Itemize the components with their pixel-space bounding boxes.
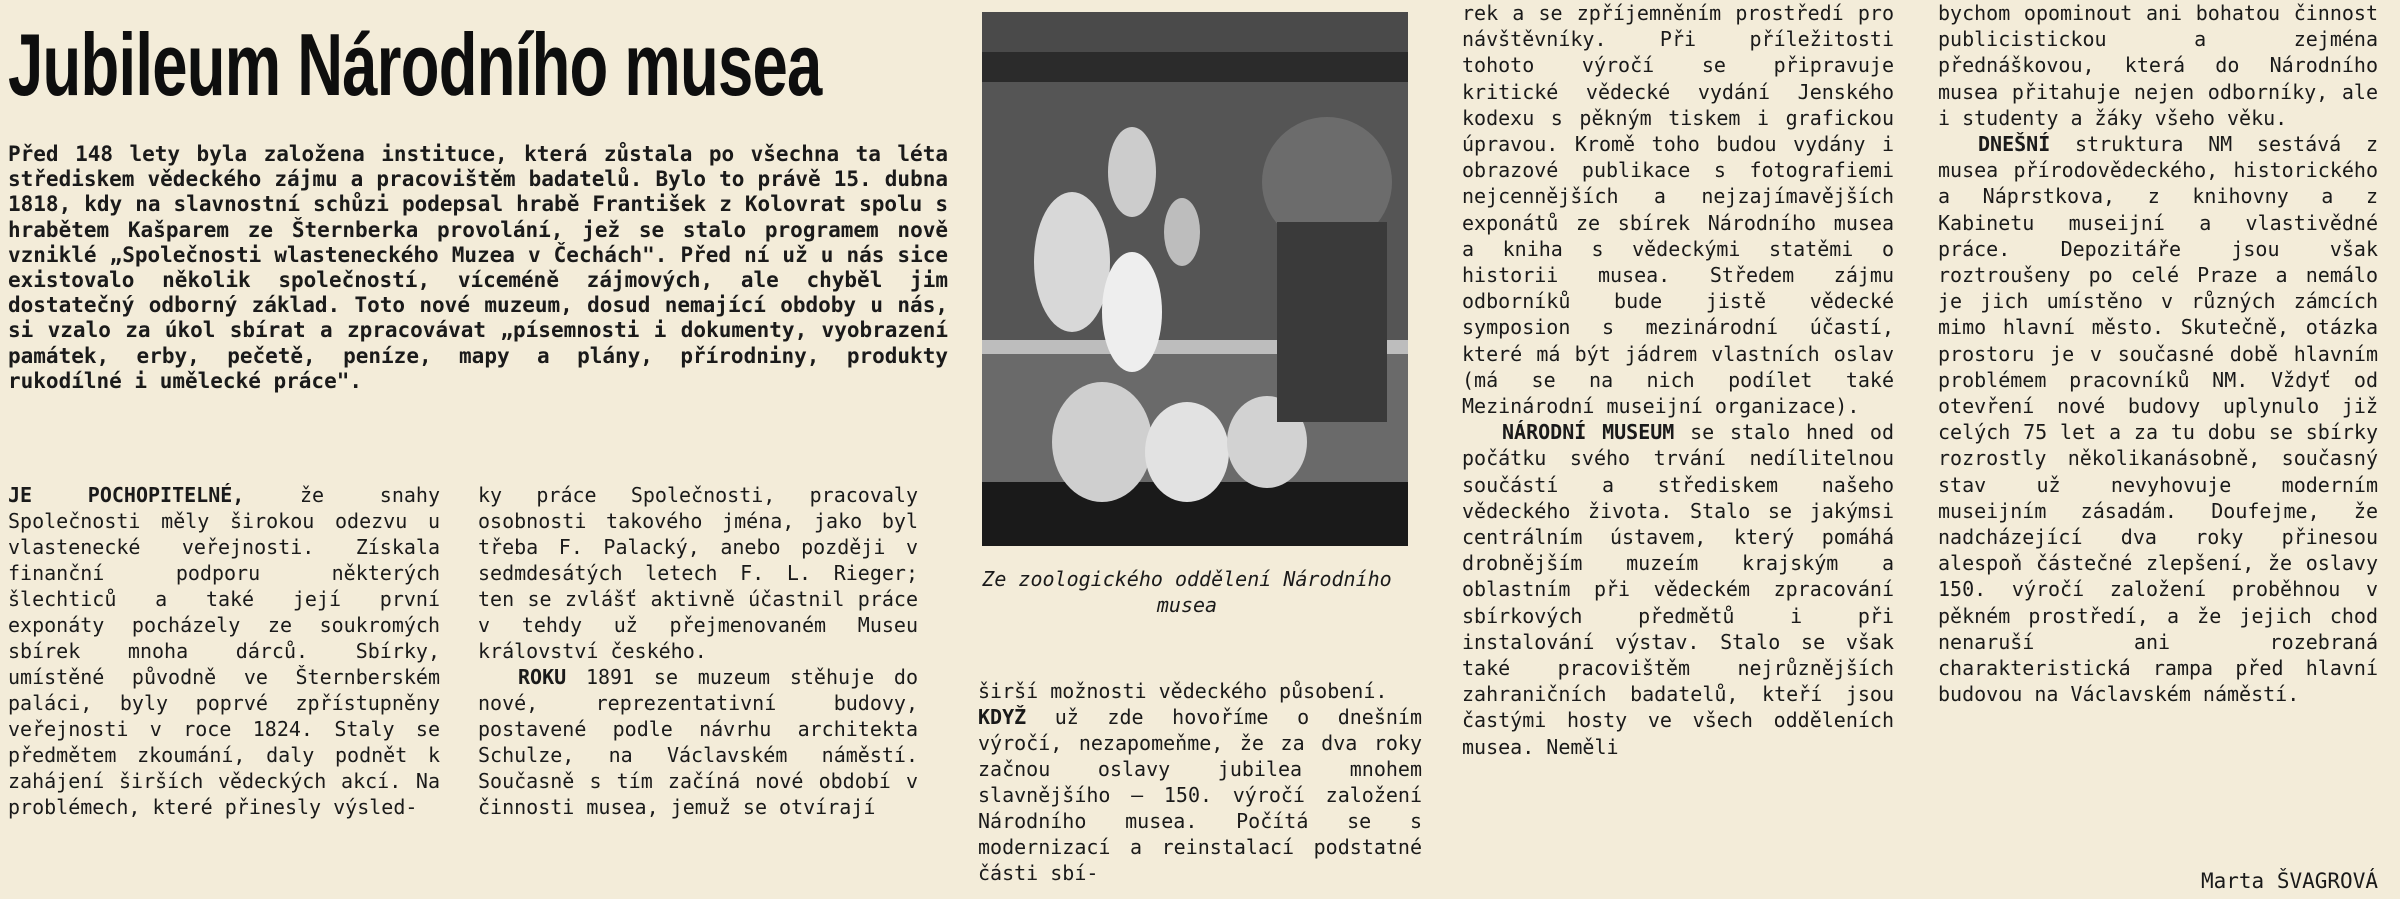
column-4 [1462,0,1894,760]
lead-in: DNEŠNÍ [1978,132,2051,157]
paragraph: bychom opominout ani bohatou činnost publicistickou a zejména přednáškovou, která do Národního musea přitahuje nejen odborníky, ale i studenty a žáky všeho věku. [1938,1,2378,130]
paragraph-body: už zde hovoříme o dnešním výročí, nezapomeňme, že za dva roky začnou oslavy jubilea mnohem slavnějšího — 150. výročí založení Národního musea. Počítá se s modernizací a reinstalací podstatné části sbí- [978,705,1422,885]
column-3 [978,678,1422,886]
paragraph: širší možnosti vědeckého působení. [978,679,1388,703]
paragraph [978,704,1422,886]
headline: Jubileum Národního musea [8,15,822,114]
column-1 [8,482,440,820]
photo-zoology-exhibit [982,12,1408,546]
photo-caption: Ze zoologického oddělení Národního musea [982,567,1392,617]
paragraph: že snahy Společnosti měly širokou odezvu u vlastenecké veřejnosti. Získala finanční podporu některých šlechticů a také její první exponáty pocházely ze soukromých sbírek mnoha dárců. Sbírky, umístěné původně ve Šternberském paláci, byly poprvé zpřístupněny veřejnosti v roce 1824. Staly se předmětem zkoumání, daly podnět k zahájení širších vědeckých akcí. Na problémech, které přinesly výsled- [8,483,440,819]
author-signature: Marta ŠVAGROVÁ [2200,869,2378,893]
column-2 [478,482,918,820]
lead-in: NÁRODNÍ MUSEUM [1502,420,1675,445]
paragraph [1462,419,1894,760]
column-5 [1938,0,2378,707]
paragraph-body: 1891 se muzeum stěhuje do nové, reprezentativní budovy, postavené podle návrhu architekta Schulze, na Václavském náměstí. Současně s tím začíná nové období v činnosti musea, jemuž se otvírají [478,665,918,819]
paragraph: rek a se zpříjemněním prostředí pro návštěvníky. Při příležitosti tohoto výročí se připravuje kritické vědecké vydání Jenského kodexu s pěkným tiskem i grafickou úpravou. Kromě toho budou vydány i obrazové publikace s fotografiemi nejcennějších a nejzajímavějších exponátů ze sbírek Národního musea a kniha s vědeckými statěmi o historii musea. Středem zájmu odborníků bude jistě vědecké symposion s mezinárodní účastí, které má být jádrem vlastních oslav (má se na nich podílet také Mezinárodní museijní organizace). [1462,1,1894,419]
paragraph: ky práce Společnosti, pracovaly osobnosti takového jména, jako byl třeba F. Palacký, anebo později v sedmdesátých letech F. L. Rieger; ten se zvlášť aktivně účastnil práce v tehdy už přejmenovaném Museu království českého. [478,483,918,663]
paragraph [478,664,918,820]
paragraph [1938,131,2378,707]
lead-paragraph: Před 148 lety byla založena instituce, která zůstala po všechna ta léta střediskem vědeckého zájmu a pracovištěm badatelů. Bylo to právě 15. dubna 1818, kdy na slavnostní schůzi podepsal hrabě František z Kolovrat spolu s hrabětem Kašparem ze Šternberka provolání, jež se stalo programem nově vzniklé „Společnosti wlasteneckého Muzea v Čechách". Před ní už u nás sice existovalo několik společností, víceméně zájmových, ale chyběl jim dostatečný odborný základ. Toto nové muzeum, dosud nemající obdoby u nás, si vzalo za úkol sbírat a zpracovávat „písemnosti i dokumenty, vyobrazení památek, erby, pečetě, peníze, mapy a plány, přírodniny, produkty rukodílné i umělecké práce". [8,142,948,393]
lead-in: ROKU [518,665,567,689]
paragraph-body: se stalo hned od počátku svého trvání nedílitelnou součástí a střediskem našeho vědeckého života. Stalo se jakýmsi centrálním ústavem, který pomáhá drobnějším muzeím krajským a oblastním při vědeckém zpracování sbírkových předmětů i při instalování výstav. Stalo se však také pracovištěm nejrůznějších zahraničních badatelů, kteří jsou častými hosty ve všech odděleních musea. Neměli [1462,420,1895,759]
lead-in: JE POCHOPITELNÉ, [8,483,245,507]
paragraph-body: struktura NM sestává z musea přírodovědeckého, historického a Náprstkova, z knihovny a z Kabinetu museijní a vlastivědné práce. Depozitáře jsou však roztroušeny po celé Praze a nemálo je jich umístěno v různých zámcích mimo hlavní město. Skutečně, otázka prostoru je v současné době hlavním problémem pracovníků NM. Vždyť od otevření nové budovy uplynulo již celých 75 let a za tu dobu se sbírky rozrostly několikanásobně, současný stav už nevyhovuje moderním museijním zásadám. Doufejme, že nadcházející dva roky přinesou alespoň částečné zlepšení, že oslavy 150. výročí založení proběhnou v pěkném prostředí, a že jejich chod nenaruší ani rozebraná charakteristická rampa před hlavní budovou na Václavském náměstí. [1938,132,2378,707]
photo-image [982,12,1408,546]
column-1-text [8,482,440,820]
lead-in: KDYŽ [978,705,1027,729]
